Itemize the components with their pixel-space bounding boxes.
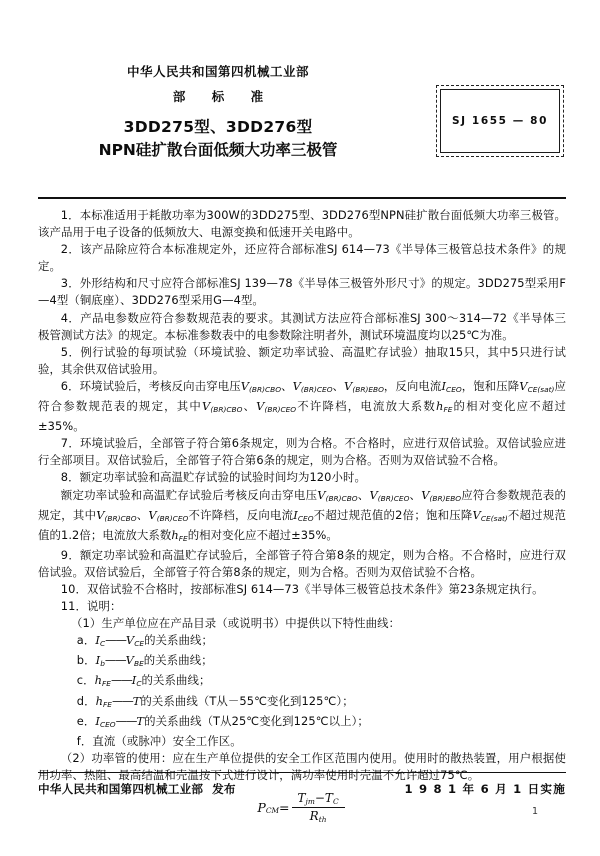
curve-item-d-tail: 的关系曲线（T从－55℃变化到125℃）； xyxy=(140,693,354,708)
curve-item-e-y: I xyxy=(95,713,100,728)
clause-6-sep1: 、 xyxy=(281,378,293,393)
clause-8-note-v2-sub: (BR)CEO xyxy=(377,493,410,503)
clause-8-note-prefix: 额定功率试验和高温贮存试验后考核反向击穿电压 xyxy=(60,487,318,502)
page-number: 1 xyxy=(531,806,538,817)
clause-6-v4: V xyxy=(519,378,528,393)
curve-item-d-y: h xyxy=(95,693,104,708)
formula-den-r-sub: th xyxy=(318,815,327,824)
formula-denominator xyxy=(292,808,345,824)
curve-item-f: f．直流（或脉冲）安全工作区。 xyxy=(76,733,242,748)
document-header xyxy=(0,0,600,159)
clause-9: 9．额定功率试验和高温贮存试验后，全部管子符合第8条的规定，则为合格。不合格时，应进行双倍试验。双倍试验后，全部管子符合第8条的规定，则为合格。否则为双倍试验不合格。 xyxy=(38,547,566,579)
curve-item-a xyxy=(38,632,566,652)
clause-6-sep3: 、 xyxy=(242,399,257,414)
curve-item-d-x: T xyxy=(132,693,141,708)
curve-item-e-tail: 的关系曲线（T从25℃变化到125℃以上）； xyxy=(144,713,369,728)
clause-8-note xyxy=(38,487,566,547)
clause-6-mid1: ，反向电流 xyxy=(383,378,442,393)
curve-item-c-x-sub: C xyxy=(136,679,142,689)
standard-title xyxy=(38,116,398,161)
clause-6-v2-sub: (BR)CEO xyxy=(300,384,333,394)
document-body xyxy=(38,207,566,824)
clause-6-mid4: 不许降档，电流放大系数 xyxy=(296,399,437,414)
clause-8-note-sep1: 、 xyxy=(357,487,370,502)
clause-6-v1-sub: (BR)CBO xyxy=(249,384,282,394)
curve-item-d-y-sub: FE xyxy=(103,699,112,709)
curve-item-c-y: h xyxy=(94,673,103,688)
clause-6-mid3: 应符合参数规范表的规定，其中 xyxy=(38,378,566,414)
curve-item-b-label: b． xyxy=(76,653,96,668)
formula-equals: = xyxy=(279,800,290,815)
footer-effective-label: 实施 xyxy=(540,782,566,796)
curve-item-b-y-sub: b xyxy=(100,659,105,669)
clause-6-v4-sub: CE(sat) xyxy=(527,384,555,394)
curve-item-b xyxy=(38,652,566,672)
clause-6-v5: V xyxy=(202,399,211,414)
standard-title-line-1: 3DD275型、3DD276型 xyxy=(123,118,313,137)
clause-8: 8．额定功率试验和高温贮存试验的试验时间均为120小时。 xyxy=(60,470,366,485)
clause-6-i1-sub: CEO xyxy=(446,384,462,394)
clause-8-note-v6: V xyxy=(472,507,481,522)
formula-num-a: T xyxy=(297,791,306,805)
clause-8-note-mid4: 不超过规范值的1.2倍；电流放大系数 xyxy=(38,507,566,542)
formula-num-b-sub: C xyxy=(332,797,339,806)
curve-item-b-dash: —— xyxy=(104,653,126,668)
footer-issuer: 中华人民共和国第四机械工业部 xyxy=(38,782,204,796)
ministry-name: 中华人民共和国第四机械工业部 xyxy=(126,64,309,79)
clause-6-v6-sub: (BR)CEO xyxy=(264,405,297,415)
curve-item-c-label: c． xyxy=(76,673,95,688)
curve-item-a-y: I xyxy=(95,633,100,648)
clause-8-note-v4: V xyxy=(96,507,105,522)
clause-6-v5-sub: (BR)CBO xyxy=(210,405,243,415)
note-2: （2）功率管的使用：应在生产单位提供的安全工作区范围内使用。使用时的散热装置，用户根据使用功率、热阻、最高结温和壳温按下式进行设计，满功率使用时壳温不允许超过75℃。 xyxy=(38,750,566,782)
formula-lhs: P xyxy=(257,800,266,815)
clause-2: 2．该产品除应符合本标准规定外，还应符合部标准SJ 614—73《半导体三极管总技术条件》的规定。 xyxy=(38,242,566,274)
clause-8-note-v3-sub: (BR)EBO xyxy=(429,493,462,503)
clause-8-note-v6-sub: CE(sat) xyxy=(480,513,508,523)
clause-6-v6: V xyxy=(256,399,265,414)
clause-6-i1: I xyxy=(441,378,447,393)
curve-item-d-dash: —— xyxy=(111,693,133,708)
clause-6 xyxy=(38,378,566,435)
header-divider-rule xyxy=(38,197,566,199)
curve-item-b-x-sub: BE xyxy=(134,659,144,669)
curve-item-e-y-sub: CEO xyxy=(99,719,116,729)
clause-6-h1-sub: FE xyxy=(443,405,453,415)
clause-8-note-sep2: 、 xyxy=(409,487,422,502)
curve-item-c-tail: 的关系曲线； xyxy=(141,673,211,688)
clause-8-note-mid3: 不超过规范值的2倍；饱和压降 xyxy=(313,507,473,522)
curve-item-b-tail: 的关系曲线； xyxy=(143,653,213,668)
clause-6-v2: V xyxy=(292,378,301,393)
clause-8-note-i1: I xyxy=(293,507,298,522)
clause-11: 11．说明： xyxy=(60,599,122,614)
curve-item-c-dash: —— xyxy=(110,673,132,688)
formula-num-a-sub: jm xyxy=(305,797,315,806)
clause-10: 10．双倍试验不合格时，按部标准SJ 614—73《半导体三极管总技术条件》第23条规定执行。 xyxy=(60,581,544,596)
clause-8-note-v2: V xyxy=(369,487,378,502)
curve-item-e-dash: —— xyxy=(115,713,137,728)
clause-8-note-h1-sub: FE xyxy=(178,533,188,543)
footer-issue-label: 发布 xyxy=(212,782,236,796)
clause-8-note-h1: h xyxy=(171,527,179,542)
clause-6-mid2: ，饱和压降 xyxy=(461,378,520,393)
curve-item-c-y-sub: FE xyxy=(102,679,111,689)
clause-7: 7．环境试验后，全部管子符合第6条规定，则为合格。不合格时，应进行双倍试验。双倍试验应进行全部项目。双倍试验后，全部管子符合第6条的规定，则为合格。否则为双倍试验不合格。 xyxy=(38,436,566,468)
clause-6-sep2: 、 xyxy=(332,378,345,393)
clause-8-note-v3: V xyxy=(421,487,430,502)
clause-4: 4．产品电参数应符合参数规范表的要求。其测试方法应符合部标准SJ 300～314—72《半导体三极管测试方法》的规定。本标准参数表中的电参数除注明者外，测试环境温度均以25℃为准。 xyxy=(38,310,566,342)
standard-code-box xyxy=(436,85,564,157)
clause-3: 3．外形结构和尺寸应符合部标准SJ 139—78《半导体三极管外形尺寸》的规定。3DD275型采用F—4型（铜底座）、3DD276型采用G—4型。 xyxy=(38,276,566,308)
curve-item-c xyxy=(38,672,566,692)
curve-item-a-dash: —— xyxy=(105,633,126,648)
note-1-heading: （1）生产单位应在产品目录（或说明书）中提供以下特性曲线： xyxy=(71,616,401,631)
clause-1: 1．本标准适用于耗散功率为300W的3DD275型、3DD276型NPN硅扩散台面低频大功率三极管。该产品用于电子设备的低频放大、电源变换和低速开关电路中。 xyxy=(38,208,566,240)
clause-8-note-v1-sub: (BR)CBO xyxy=(325,493,358,503)
standard-code-inner-frame xyxy=(440,89,560,153)
clause-8-note-mid2: 不许降档，反向电流 xyxy=(188,507,294,522)
curve-item-c-x: I xyxy=(131,673,137,688)
curve-item-a-label: a． xyxy=(76,633,96,648)
formula-num-b: T xyxy=(324,791,333,805)
curve-item-e xyxy=(38,713,566,733)
document-type-label: 部 标 准 xyxy=(172,88,275,104)
clause-8-note-sep3: 、 xyxy=(136,507,149,522)
clause-8-note-v5-sub: (BR)CEO xyxy=(156,513,189,523)
clause-6-v1: V xyxy=(240,378,250,393)
footer-divider-rule xyxy=(38,772,566,773)
standard-title-line-2: NPN硅扩散台面低频大功率三极管 xyxy=(98,140,338,159)
formula-den-r: R xyxy=(309,809,319,823)
formula-minus: − xyxy=(314,791,325,805)
footer-effective-block xyxy=(405,781,566,797)
clause-8-note-mid1: 应符合参数规范表的规定，其中 xyxy=(38,487,566,522)
curve-item-b-x: V xyxy=(125,653,134,668)
clause-6-h1: h xyxy=(436,399,444,414)
clause-6-prefix: 6．环境试验后，考核反向击穿电压 xyxy=(60,378,241,393)
clause-8-note-suffix: 的相对变化应不超过±35%。 xyxy=(187,527,338,542)
curve-item-d xyxy=(38,693,566,713)
curve-item-a-x-sub: CE xyxy=(134,639,145,649)
curve-item-a-x: V xyxy=(125,633,135,648)
clause-6-v3-sub: (BR)EBO xyxy=(352,384,384,394)
curve-item-d-label: d． xyxy=(76,693,96,708)
footer-effective-date: 1 9 8 1 年 6 月 1 日 xyxy=(404,782,541,796)
footer-issuer-block xyxy=(38,781,236,797)
curve-item-b-y: I xyxy=(95,653,101,668)
header-title-block xyxy=(38,64,398,161)
document-footer xyxy=(38,781,566,797)
clause-8-note-v4-sub: (BR)CBO xyxy=(104,513,137,523)
curve-item-a-tail: 的关系曲线； xyxy=(144,633,214,648)
clause-5: 5．例行试验的每项试验（环境试验、额定功率试验、高温贮存试验）抽取15只，其中5只进行试验，其余供双倍试验用。 xyxy=(38,344,566,376)
clause-6-v3: V xyxy=(344,378,353,393)
clause-8-note-v5: V xyxy=(148,507,157,522)
clause-8-note-v1: V xyxy=(317,487,326,502)
clause-6-suffix: 的相对变化应不超过±35%。 xyxy=(38,399,566,434)
standard-code-text: SJ 1655 — 80 xyxy=(452,115,548,127)
curve-item-a-y-sub: C xyxy=(99,639,106,649)
curve-item-e-label: e． xyxy=(76,713,96,728)
curve-item-e-x: T xyxy=(136,713,145,728)
clause-8-note-i1-sub: CEO xyxy=(297,513,314,523)
formula-lhs-sub: CM xyxy=(265,806,280,815)
